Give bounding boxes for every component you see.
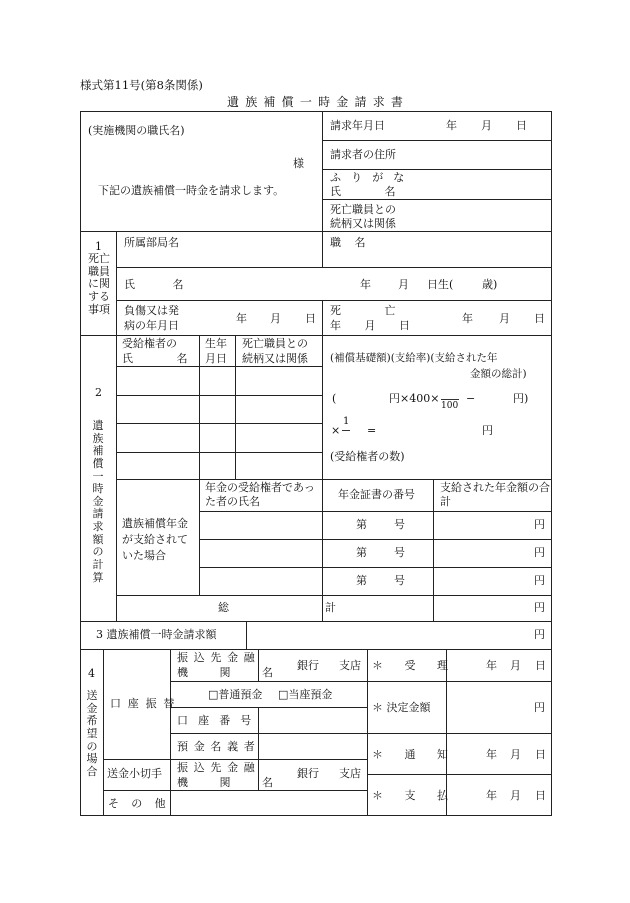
received-year: 年: [486, 659, 497, 672]
notice-day: 日: [535, 748, 546, 761]
cert-prefix-3: 第: [356, 574, 367, 587]
rule: [235, 335, 236, 479]
rule: [199, 335, 200, 479]
rule: [246, 621, 247, 649]
certificate-header: 年金証書の番号: [338, 488, 415, 501]
rule: [433, 479, 434, 621]
bank-1: 銀行: [297, 659, 319, 672]
bank-label-2: 機 関 名: [177, 666, 273, 679]
account-number-label: 口 座 番 号: [177, 714, 255, 727]
birth-year: 年: [360, 278, 371, 291]
birth-label-1: 生年: [205, 337, 227, 350]
decided-amount-label: ＊ 決定金額: [372, 701, 431, 714]
rule: [322, 335, 323, 479]
birth-label-2: 月日: [205, 352, 227, 365]
formula-denominator: 100: [441, 401, 459, 411]
request-text: 下記の遺族補償一時金を請求します。: [98, 184, 285, 197]
payment-label: ＊ 支 払: [372, 789, 448, 802]
payment-day: 日: [535, 789, 546, 802]
rule: [116, 423, 323, 424]
rule: [170, 733, 367, 734]
rule: [322, 231, 323, 267]
payment-month: 月: [510, 789, 521, 802]
furigana-label: ふ り が な: [330, 171, 408, 184]
rule: [170, 707, 367, 708]
rule: [322, 300, 323, 335]
death-year: 年: [462, 312, 473, 325]
addressee-label: (実施機関の職氏名): [88, 124, 185, 137]
injury-label-2: 病の年月日: [124, 319, 179, 332]
formula-yen-close: 円): [513, 392, 529, 405]
section3-label: 3 遺族補償一時金請求額: [96, 628, 217, 641]
total-label: 総: [218, 601, 229, 614]
pension-name-header: 年金の受給権者であった者の氏名: [205, 481, 315, 509]
claimant-name-label: 氏 名: [330, 185, 396, 198]
rule: [116, 300, 552, 301]
death-label-2: 年 月 日: [330, 319, 410, 332]
birth-month: 月: [398, 278, 409, 291]
claimant-address-label: 請求者の住所: [330, 148, 396, 161]
bank-label-1b: 振 込 先 金 融: [177, 761, 256, 774]
received-day: 日: [535, 659, 546, 672]
rule: [116, 267, 552, 268]
request-month: 月: [481, 119, 492, 132]
section1-title: 死亡職員に関する事項: [88, 252, 110, 316]
pension-case-label: 遺族補償年金が支給されていた場合: [122, 517, 188, 562]
deceased-name-label: 氏 名: [124, 278, 184, 291]
account-transfer-label: 口 座 振 替: [110, 697, 177, 710]
fraction-bar: [441, 399, 459, 400]
rule: [199, 567, 552, 568]
section1-number: 1: [95, 240, 102, 253]
ordinary-deposit: □普通預金: [208, 688, 263, 701]
rule: [199, 479, 200, 595]
formula-equals: =: [367, 424, 377, 437]
rule: [199, 511, 552, 512]
death-label-1: 死 亡: [330, 304, 396, 317]
rule: [116, 479, 552, 480]
bank-label-2b: 機 関 名: [177, 776, 273, 789]
rule: [322, 479, 323, 621]
injury-day: 日: [305, 312, 316, 325]
form-title: 遺 族 補 償 一 時 金 請 求 書: [227, 95, 405, 109]
rule: [116, 366, 323, 367]
rule: [199, 539, 552, 540]
relation-label-2: 続柄又は関係: [330, 217, 396, 230]
yen-1: 円: [534, 518, 545, 531]
bank-label-1: 振 込 先 金 融: [177, 651, 256, 664]
formula-line1: (補償基礎額)(支給率)(支給された年: [330, 352, 498, 364]
rule: [103, 790, 367, 791]
rule: [322, 169, 552, 170]
notice-month: 月: [510, 748, 521, 761]
received-label: ＊ 受 理: [372, 659, 448, 672]
rule: [80, 621, 552, 622]
rule: [170, 681, 552, 682]
cert-prefix-2: 第: [356, 546, 367, 559]
header-divider: [322, 111, 323, 231]
cert-suffix-2: 号: [394, 546, 405, 559]
formula-count: (受給権者の数): [330, 450, 405, 463]
total-label-2: 計: [325, 601, 336, 614]
birth-day-label: 日生(: [427, 278, 454, 291]
age-label: 歳): [482, 278, 498, 291]
bank-2: 銀行: [297, 767, 319, 780]
branch-1: 支店: [339, 659, 361, 672]
received-month: 月: [510, 659, 521, 672]
rule: [322, 199, 552, 200]
rule: [103, 759, 367, 760]
s2-relation-label-2: 続柄又は関係: [242, 352, 308, 365]
injury-label-1: 負傷又は発: [124, 304, 179, 317]
request-year: 年: [446, 119, 457, 132]
section4-number: 4: [88, 667, 95, 680]
position-label: 職 名: [330, 236, 366, 249]
branch-2: 支店: [339, 767, 361, 780]
section2-title: 遺族補償一時金請求額の計算: [92, 419, 104, 584]
table-right-border: [551, 111, 552, 816]
beneficiary-label-2: 氏 名: [122, 352, 188, 365]
rule: [116, 595, 552, 596]
account-holder-label: 預 金 名 義 者: [177, 740, 256, 753]
notice-label: ＊ 通 知: [372, 748, 448, 761]
section4-title: 送金希望の場合: [86, 689, 98, 778]
formula-one: 1: [343, 416, 350, 427]
one-over-bar: [342, 430, 350, 431]
injury-year: 年: [236, 312, 247, 325]
rule: [116, 395, 323, 396]
table-bottom-border: [80, 815, 552, 816]
form-number: 様式第11号(第8条関係): [80, 78, 203, 92]
cert-suffix-3: 号: [394, 574, 405, 587]
formula-yen: 円: [482, 424, 493, 437]
s2-relation-label-1: 死亡職員との: [242, 337, 308, 350]
yen-3: 円: [534, 574, 545, 587]
table-left-border: [80, 111, 81, 816]
notice-year: 年: [486, 748, 497, 761]
table-top-border: [80, 111, 552, 112]
cert-suffix-1: 号: [394, 518, 405, 531]
cert-prefix-1: 第: [356, 518, 367, 531]
yen-2: 円: [534, 546, 545, 559]
rule: [80, 335, 552, 336]
request-date-label: 請求年月日: [330, 119, 385, 132]
rule: [116, 335, 117, 621]
section3-yen: 円: [534, 628, 545, 641]
dept-label: 所属部局名: [124, 236, 179, 249]
money-order-label: 送金小切手: [107, 767, 162, 780]
rule: [367, 774, 552, 775]
rule: [367, 733, 552, 734]
current-deposit: □当座預金: [278, 688, 333, 701]
rule: [322, 140, 552, 141]
request-day: 日: [516, 119, 527, 132]
formula-times: ×: [331, 424, 341, 437]
death-month: 月: [499, 312, 510, 325]
formula-line2: 金額の総計): [470, 368, 527, 380]
other-label: そ の 他: [108, 797, 170, 810]
decided-yen: 円: [534, 701, 545, 714]
formula-minus: −: [466, 392, 476, 405]
honorific: 様: [293, 157, 304, 170]
beneficiary-label-1: 受給権者の: [122, 337, 177, 350]
relation-label-1: 死亡職員との: [330, 203, 396, 216]
rule: [80, 231, 552, 232]
death-day: 日: [534, 312, 545, 325]
injury-month: 月: [270, 312, 281, 325]
section2-number: 2: [95, 386, 102, 399]
rule: [116, 231, 117, 335]
formula-paren-open: (: [332, 392, 337, 405]
rule: [80, 649, 552, 650]
total-paid-header: 支給された年金額の合計: [440, 481, 550, 509]
payment-year: 年: [486, 789, 497, 802]
rule: [116, 452, 323, 453]
formula-yen-times: 円×400×: [389, 392, 440, 405]
total-yen: 円: [534, 601, 545, 614]
